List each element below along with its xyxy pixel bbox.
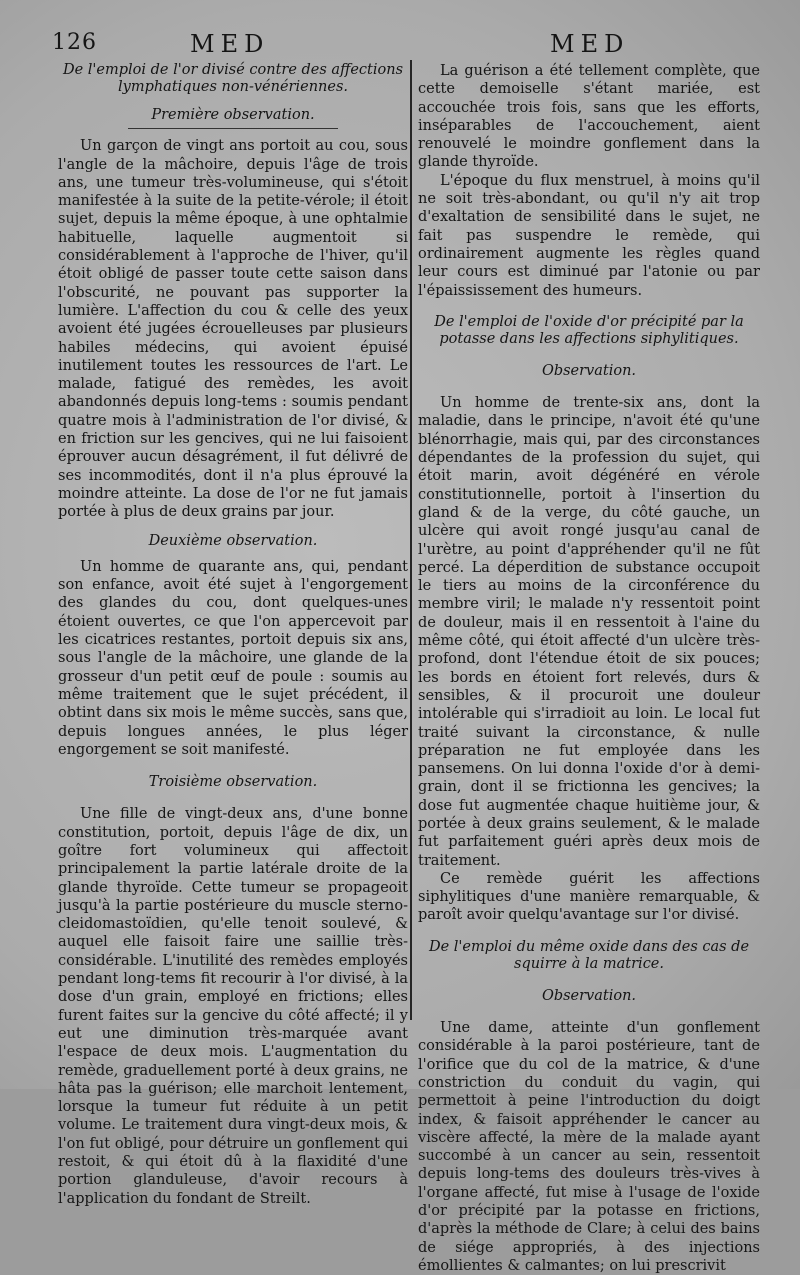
section-title-gold-lymphatic: De l'emploi de l'or divisé contre des affections lymphatiques non-vénériennes. <box>62 62 404 95</box>
section-title-oxide-matrix: De l'emploi du même oxide dans des cas de squirre à la matrice. <box>428 938 750 972</box>
running-title-left: MED <box>190 30 270 58</box>
observation-heading-2: Observation. <box>541 987 637 1004</box>
continuation-paragraph-2: L'époque du flux menstruel, à moins qu'il ne soit très-abondant, ou qu'il n'y ait trop d'exaltation de sensibilité dans le sujet, ne fait pas suspendre le remède, qui ordinairement augmente les règles quand leur cours est diminué par l'atonie ou par l'épaississement des humeurs. <box>418 172 760 299</box>
observation-text-2: Ce remède guérit les affections siphylitiques d'une manière remarquable, & paroît avoir quelqu'avantage sur l'or divisé. <box>418 870 760 924</box>
observation-heading: Observation. <box>541 362 637 379</box>
observation-text-1: Un homme de trente-six ans, dont la maladie, dans le principe, n'avoit été qu'une blénorrhagie, mais qui, par des circonstances dépendantes de la profession du sujet, qui étoit marin, avoit dégénéré en vérole constitutionnelle, portoit à l'insertion du gland & de la verge, du côté gauche, un ulcère qui avoit rongé jusqu'au canal de l'urètre, au point d'appréhender qu'il ne fût percé. La déperdition de substance occupoit le tiers au moins de la circonférence du membre viril; le malade n'y ressentoit point de douleur, mais il en ressentoit à l'aine du même côté, qui étoit affecté d'un ulcère très-profond, dont l'étendue étoit de six pouces; les bords en étoient fort relevés, durs & sensibles, & il procuroit une douleur intolérable qui s'irradioit au loin. Le local fut traité suivant la circonstance, & nulle préparation ne fut employée dans les pansemens. On lui donna l'oxide d'or à demi-grain, dont il se frictionna les gencives; la dose fut augmentée chaque huitième jour, & portée à deux grains seulement, & le malade fut parfaitement guéri après deux mois de traitement. <box>418 395 760 869</box>
observation-2-heading: Deuxième observation. <box>148 532 318 549</box>
observation-1-text: Un garçon de vingt ans portoit au cou, sous l'angle de la mâchoire, depuis l'âge de trois ans, une tumeur très-volumineuse, qui s'étoit manifestée à la suite de la petite-vérole; il étoit sujet, depuis la même époque, à une ophtalmie habituelle, laquelle augmentoit si considérablement à l'approche de l'hiver, qu'il étoit obligé de passer toute cette saison dans l'obscurité, ne pouvant pas supporter la lumière. L'affection du cou & celle des yeux avoient été jugées écrouelleuses par plusieurs habiles médecins, qui avoient épuisé inutilement toutes les ressources de l'art. Le malade, fatigué des remèdes, les avoit abandonnés depuis long-tems : soumis pendant quatre mois à l'administration de l'or divisé, & en friction sur les gencives, qui ne lui faisoient éprouver aucun désagrément, il fut délivré de ses incommodités, dont il n'a plus éprouvé la moindre atteinte. La dose de l'or ne fut jamais portée à plus de deux grains par jour. <box>58 138 408 521</box>
left-column <box>58 62 408 1208</box>
running-title-right: MED <box>550 30 630 58</box>
observation-text-3: Une dame, atteinte d'un gonflement considérable à la paroi postérieure, tant de l'orifice que du col de la matrice, & d'une constriction du conduit du vagin, qui permettoit à peine l'introduction du doigt index, & faisoit appréhender le cancer au viscère affecté, la mère de la malade ayant succombé à un cancer au sein, ressentoit depuis long-tems des douleurs très-vives à l'organe affecté, fut mise à l'usage de l'oxide d'or précipité par la potasse en frictions, d'après la méthode de Clare; à celui des bains de siége appropriés, à des injections émollientes & calmantes; on lui prescrivit <box>418 1020 760 1274</box>
right-column <box>418 62 760 1275</box>
column-divider <box>410 60 412 1020</box>
observation-2-text: Un homme de quarante ans, qui, pendant son enfance, avoit été sujet à l'engorgement des glandes du cou, dont quelques-unes étoient ouvertes, ce que l'on appercevoit par les cicatrices restantes, portoit depuis six ans, sous l'angle de la mâchoire, une glande de la grosseur d'un petit œuf de poule : soumis au même traitement que le sujet précédent, il obtint dans six mois le même succès, sans que, depuis longues années, le plus léger engorgement se soit manifesté. <box>58 558 408 758</box>
observation-1-heading: Première observation. <box>58 106 408 129</box>
continuation-paragraph-1: La guérison a été tellement complète, que cette demoiselle s'étant mariée, est accouchée trois fois, sans que les efforts, inséparables de l'accouchement, aient renouvelé le moindre gonflement dans la glande thyroïde. <box>418 63 760 171</box>
running-head <box>0 30 800 64</box>
section-title-gold-oxide-syphilis: De l'emploi de l'oxide d'or précipité par la potasse dans les affections siphylitiques. <box>434 313 744 347</box>
page-number: 126 <box>52 30 97 55</box>
observation-3-heading: Troisième observation. <box>148 774 318 791</box>
observation-3-text: Une fille de vingt-deux ans, d'une bonne constitution, portoit, depuis l'âge de dix, un goître fort volumineux qui affectoit principalement la partie latérale droite de la glande thyroïde. Cette tumeur se propageoit jusqu'à la partie postérieure du muscle sterno-cleidomastoïdien, qu'elle tenoit soulevé, & auquel elle faisoit faire une saillie très-considérable. L'inutilité des remèdes employés pendant long-tems fit recourir à l'or divisé, à la dose d'un grain, employé en frictions; elles furent faites sur la gencive du côté affecté; il y eut une diminution très-marquée avant l'espace de deux mois. L'augmentation du remède, graduellement porté à deux grains, ne hâta pas la guérison; elle marchoit lentement, lorsque la tumeur fut réduite à un petit volume. Le traitement dura vingt-deux mois, & l'on fut obligé, pour détruire un gonflement qui restoit, & qui étoit dû à la flaxidité d'une portion glanduleuse, d'avoir recours à l'application du fondant de Streilt. <box>58 806 408 1207</box>
